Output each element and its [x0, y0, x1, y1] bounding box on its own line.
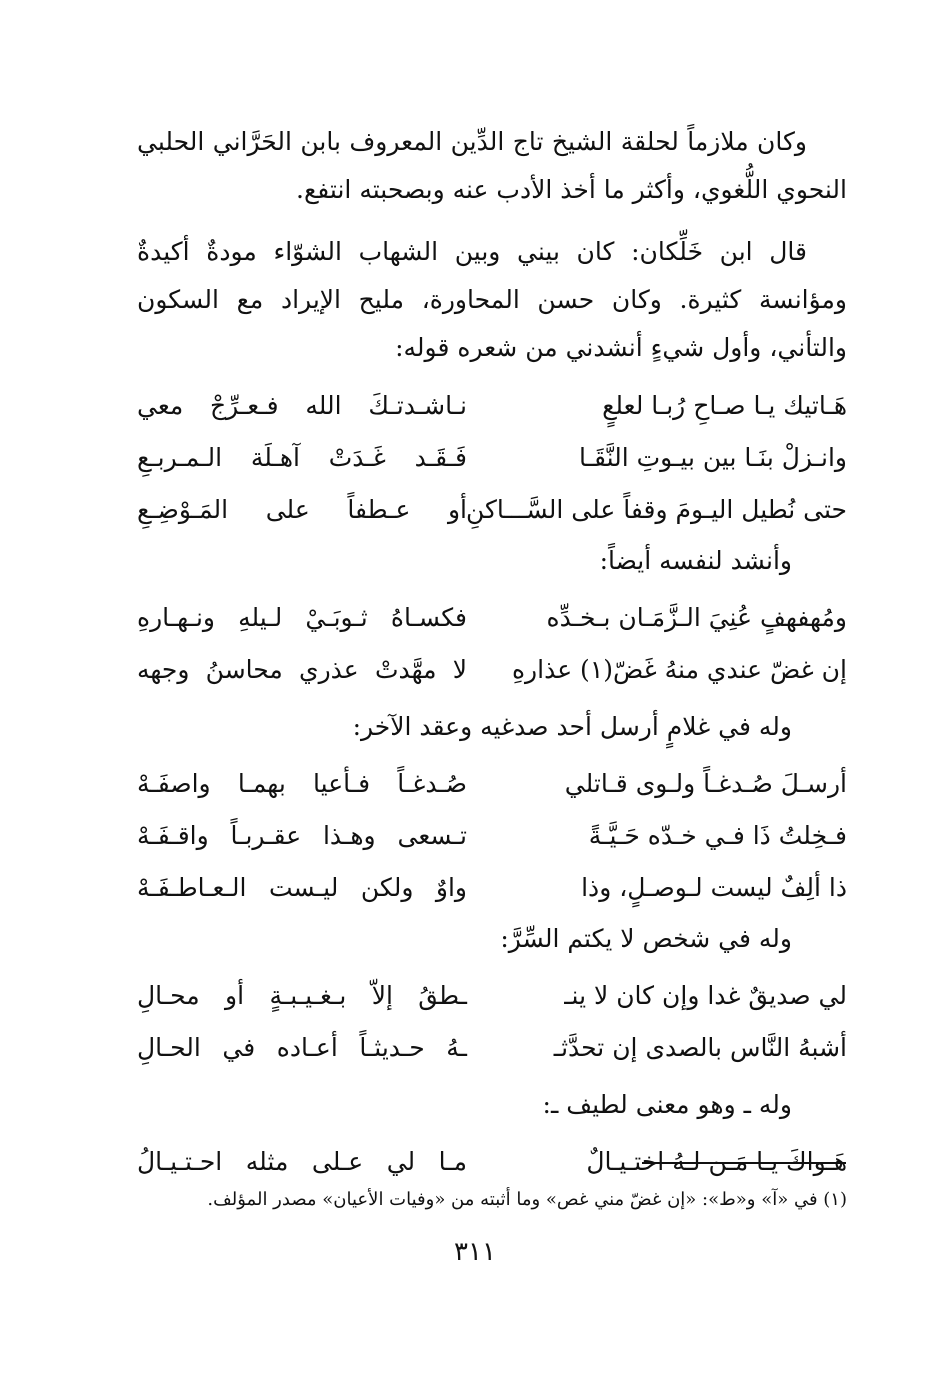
verse-first-half: أرسـلَ صُـدغـاً ولـوى قـاتلي: [564, 769, 847, 798]
verse-second-half: نـاشـدتـكَ الله فـعـرِّجْ معي: [137, 391, 467, 420]
verse-first-half: وانـزلْ بنَـا بين بيـوتِ النَّقَـا: [579, 443, 847, 472]
verse-first-half: ذا ألِفٌ ليست لـوصـلٍ، وذا: [581, 873, 847, 902]
verse: [137, 432, 847, 484]
verse-second-half: لا مهَّدتْ عذري محاسنُ وجهه: [137, 655, 467, 684]
poem-4: [137, 970, 847, 1074]
page-number: ٣١١: [454, 1237, 496, 1267]
verse: [137, 484, 847, 536]
footnote: (١) في «آ» و«ط»: «إن غضّ مني غص» وما أثبته من «وفيات الأعيان» مصدر المؤلف.: [207, 1189, 847, 1210]
paragraph-1: وكان ملازماً لحلقة الشيخ تاج الدِّين المعروف بابن الحَرَّاني الحلبي النحوي اللُّغوي، وأكثر ما أخذ الأدب عنه وبصحبته انتفع.: [137, 127, 847, 204]
verse-first-half: لي صديقٌ غدا وإن كان لا ينـ: [564, 981, 847, 1010]
verse-first-half: حتى نُطيل اليـومَ وقفاً على السَّـــاكنِ: [465, 495, 847, 524]
verse: [137, 970, 847, 1022]
verse: [137, 758, 847, 810]
poem-intro: وله في شخص لا يكتم السِّرَّ:: [500, 924, 792, 953]
verse-second-half: فَـقَـد غَـدَتْ آهـلَة الـمـربـعِ: [137, 443, 467, 472]
poem-intro: وله ـ وهو معنى لطيف ـ:: [542, 1090, 792, 1119]
poem-intro: وله في غلامٍ أرسل أحد صدغيه وعقد الآخر:: [352, 712, 792, 741]
verse: [137, 380, 847, 432]
verse-second-half: صُـدغـاً فـأعيا بهمـا واصفَـهْ: [137, 769, 467, 798]
main-text: [137, 118, 847, 1188]
verse-second-half: واوٌ ولكن ليـست الـعـاطـفَـهْ: [137, 873, 467, 902]
verse-first-half: هَـاتيك يـا صـاحِ رُبـا لعلعٍ: [602, 391, 847, 420]
verse-second-half: أو عـطفاً على المَـوْضِـعِ: [137, 495, 467, 524]
verse-second-half: مـا لي عـلى مثله احـتـيـالُ: [137, 1147, 467, 1176]
poem-3: [137, 758, 847, 914]
verse-second-half: ـهُ حـديثـاً أعـاده في الحـالِ: [137, 1033, 467, 1062]
verse-second-half: فكسـاهُ ثـوبَـيْ لـيلهِ ونـهـارهِ: [137, 603, 467, 632]
poem-1: [137, 380, 847, 536]
verse-first-half: أشبهُ النَّاس بالصدى إن تحدَّثـ: [553, 1033, 847, 1062]
verse: [137, 1022, 847, 1074]
verse: [137, 810, 847, 862]
verse: [137, 644, 847, 696]
footnote-divider: [642, 1162, 846, 1164]
poem-intro: وأنشد لنفسه أيضاً:: [599, 546, 792, 575]
verse-second-half: ـطقُ إلاّ بـغـيـبـةٍ أو محـالِ: [137, 981, 467, 1010]
poem-2: [137, 592, 847, 696]
verse-first-half: إن غضّ عندي منهُ غَضّ(١) عذارهِ: [511, 655, 847, 684]
verse-first-half: هَـواكَ يـا مَـن لـهُ اختـيـالٌ: [586, 1147, 847, 1176]
verse: [137, 592, 847, 644]
verse-first-half: فـخِلتُ ذَا فـي خـدّه حَـيَّـةً: [588, 821, 847, 850]
paragraph-2: قال ابن خَلِّكان: كان بيني وبين الشهاب الشوّاء مودةٌ أكيدةٌ ومؤانسة كثيرة. وكان حسن المحاورة، مليح الإيراد مع السكون والتأني، وأول شيءٍ أنشدني من شعره قوله:: [137, 237, 847, 362]
verse-first-half: ومُهفهفٍ عُنِيَ الـزَّمَـان بـخـدِّه: [546, 603, 847, 632]
verse-second-half: تـسعى وهـذا عقـربـاً واقـفَـهْ: [137, 821, 467, 850]
verse: [137, 862, 847, 914]
